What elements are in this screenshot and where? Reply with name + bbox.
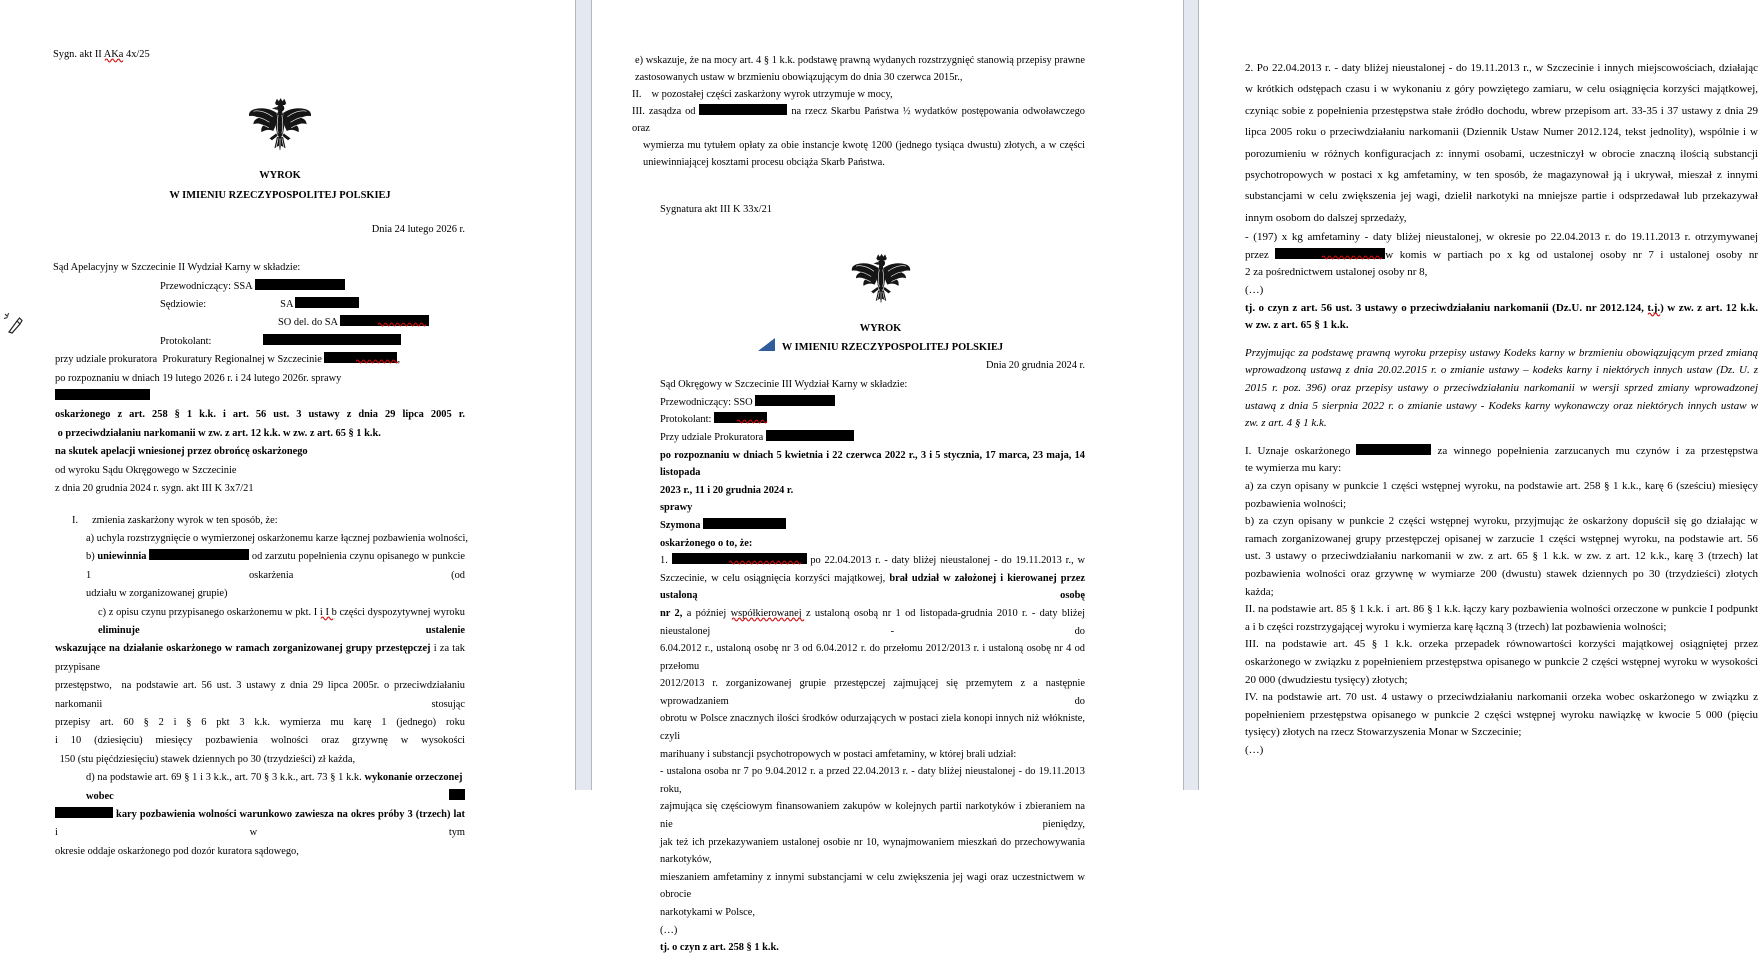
text-run: - (197) x kg amfetaminy - daty bliżej nieustalonej, w okresie po 22.04.2013 r. do 19.11.2013 r. otrzymywanej <box>1245 231 1758 244</box>
polish-eagle-emblem <box>246 88 314 164</box>
text-run: przez <box>1245 248 1276 261</box>
text-line <box>86 530 468 548</box>
text-line <box>86 548 465 585</box>
text-line <box>1245 619 1758 637</box>
text-run: innym osobom do dalszej sprzedaży, <box>1245 211 1407 224</box>
redaction-bar <box>255 279 345 290</box>
text-run: z dnia 20 grudnia 2024 r. sygn. akt III K 3x7/21 <box>55 483 254 495</box>
text-line <box>1245 478 1758 496</box>
page-gutter <box>575 0 592 790</box>
text-run: brał udział w założonej i kierowanej przez ustaloną osobę <box>660 572 1086 602</box>
page-content <box>592 0 1183 957</box>
text-run: wskazujące na działanie oskarżonego w ramach zorganizowanej grupy przestępczej <box>55 643 431 655</box>
text-run: ) w zw. z art. 12 k.k. <box>1660 301 1758 314</box>
text-run: Protokolant: <box>660 414 714 426</box>
text-line <box>1245 247 1758 265</box>
text-run: 4x/25 <box>123 49 150 60</box>
text-line <box>660 429 1085 447</box>
text-line <box>1245 79 1758 100</box>
text-line <box>1245 264 1758 282</box>
text-run: Szymona <box>660 519 704 531</box>
text-run: przy udziale prokuratora Prokuratury Regionalnej w Szczecinie <box>55 354 325 366</box>
text-run: 20 000 (dwudziestu tysięcy) złotych; <box>1245 673 1408 686</box>
text-line <box>660 394 1085 412</box>
text-line <box>1245 742 1758 760</box>
text-run: pozbawienia wolności oraz grzywnę w wymiarze 200 (dwustu) stawek dziennych po 30 (trzydzieści) złotych <box>1245 567 1758 580</box>
text-run: lipca 2005 roku o przeciwdziałaniu narkomanii (Dziennik Ustaw Numer 2012.124, tekst jednolity), wspólnie i w <box>1245 126 1758 139</box>
text-run: Sygn. akt II <box>53 49 104 60</box>
spellcheck-squiggle <box>1321 254 1383 260</box>
spacer <box>660 219 1085 243</box>
text-line <box>1245 724 1758 742</box>
judgment-page-continuation[interactable] <box>1199 0 1762 790</box>
text-run: Sygnatura akt III K 33x/21 <box>660 204 772 215</box>
text-run: (…) <box>660 924 678 936</box>
text-line <box>55 714 465 732</box>
text-line <box>55 443 465 461</box>
text-line <box>660 869 1085 904</box>
text-run: i 10 (dziesięciu) miesięcy pozbawienia wolności oraz grzywnę w wysokości <box>55 735 465 747</box>
redaction-bar <box>703 518 786 529</box>
redaction-bar <box>340 315 429 326</box>
text-run: b części dyspozytywnej wyroku <box>328 606 465 618</box>
tab-spacer <box>211 343 263 344</box>
text-run: w zw. z art. 65 § 1 k.k. <box>1245 319 1349 332</box>
text-line <box>660 517 1085 535</box>
text-line <box>53 259 465 277</box>
text-run: wymierza mu tytułem opłaty za obie instancje kwotę 1200 (jednego tysiąca dwustu) złotych, a w części <box>643 140 1085 151</box>
text-line <box>1245 707 1758 725</box>
text-run: obrotu w Polsce znacznych ilości środków odurzających w postaci ziela konopi innych niż włókniste, czyli <box>660 713 1085 743</box>
text-line <box>86 769 465 806</box>
text-line <box>1245 300 1758 318</box>
text-run: mieszaniem amfetaminy z innymi substancjami w celu zwiększenia jej wagi oraz uczestnictwem w obrocie <box>660 871 1085 901</box>
text-line <box>1245 443 1758 461</box>
text-line <box>1245 601 1758 619</box>
text-run: uniewinniającej kosztami procesu obciąża Skarb Państwa. <box>643 157 885 168</box>
text-line <box>660 357 1085 375</box>
text-line <box>1245 531 1758 549</box>
text-line <box>1245 165 1758 186</box>
text-line <box>660 447 1085 482</box>
text-run: oskarżonego o to, że: <box>660 537 753 549</box>
text-line <box>55 406 465 424</box>
text-line <box>660 411 1085 429</box>
spellcheck-squiggle <box>731 616 805 622</box>
text-line <box>72 512 465 530</box>
text-run: tj. o czyn z art. 258 § 1 k.k. <box>660 942 779 954</box>
text-line <box>660 605 1085 640</box>
text-run: a) uchyla rozstrzygnięcie o wymierzonej oskarżonemu karze łącznej pozbawienia wolności, <box>86 532 468 544</box>
text-run: - ustalona osoba nr 7 po 9.04.2012 r. a przed 22.04.2013 r. - daty bliżej nieustalonej - do 19.11.2013 roku, <box>660 766 1085 795</box>
text-line <box>632 103 1085 137</box>
tab-spacer <box>78 522 92 523</box>
text-run: 2023 r., 11 i 20 grudnia 2024 r. <box>660 484 794 496</box>
redaction-bar <box>149 549 249 560</box>
text-line <box>660 535 1085 553</box>
text-line <box>1245 460 1758 478</box>
text-run: WYROK <box>859 322 902 334</box>
text-run: 2015 r. poz. 396) oraz przepisy ustawy o przeciwdziałaniu narkomanii w wersji sprzed zmiany wprowadzonej <box>1245 382 1758 394</box>
text-run: po rozpoznaniu w dniach 5 kwietnia i 22 czerwca 2022 r., 3 i 5 stycznia, 17 marca, 23 maja, 14 listopada <box>660 449 1085 479</box>
text-run: wprowadzoną ustawą z dnia 20.02.2015 r. o zmianie ustawy – kodeks karny i niektórych innych ustaw (Dz. U. z <box>1245 364 1758 377</box>
text-run: sprawy <box>660 502 693 514</box>
text-line <box>1245 654 1758 672</box>
redaction-bar <box>55 389 150 400</box>
text-run: w komis w partiach po x kg od ustalonej osoby nr 7 i ustalonej osoby nr <box>1385 248 1759 261</box>
text-run: b) za czyn opisany w punkcie 2 części wstępnej wyroku, przyjmując że oskarżony dopuścił się go działając w <box>1245 515 1758 528</box>
spacer <box>53 499 465 512</box>
text-line <box>95 167 465 185</box>
text-run: oskarżonego w związku z popełnieniem przestępstwa opisanego w punkcie 2 części wstępnej wyroku w wysokości <box>1245 655 1758 668</box>
text-run: oskarżonego z art. 258 § 1 k.k. i art. 56 ust. 3 ustawy z dnia 29 lipca 2005 r. <box>55 409 465 421</box>
spacer <box>660 171 1085 201</box>
spellcheck-squiggle <box>104 57 124 63</box>
text-run: od wyroku Sądu Okręgowego w Szczecinie <box>55 464 237 476</box>
text-run: z ustaloną osobą nr 1 od listopada-grudnia 2010 r. - daty bliżej nieustalonej - do <box>660 607 1085 637</box>
text-run: współkierowanej <box>731 608 802 619</box>
redaction-bar <box>1356 444 1431 455</box>
text-line <box>635 52 1085 69</box>
text-run: przestępstwo, na podstawie art. 56 ust. 3 ustawy z dnia 29 lipca 2005r. o przeciwdziałaniu narkomanii stosując <box>55 680 465 710</box>
text-line <box>1245 380 1758 398</box>
redaction-bar <box>263 334 401 345</box>
text-line <box>95 186 465 205</box>
text-run: i I <box>320 607 329 618</box>
text-line <box>660 710 1085 745</box>
text-line <box>1245 282 1758 300</box>
text-run: ramach zorganizowanej grupy przestępczej opisanej w zarzucie 1 części wstępnej wyroku, na podstawie art. 56 <box>1245 532 1758 545</box>
text-run: b) <box>86 551 98 563</box>
page-gutter <box>1183 0 1199 790</box>
text-line <box>1245 415 1758 433</box>
text-line <box>98 604 465 641</box>
text-line <box>55 425 465 443</box>
text-line <box>57 751 465 769</box>
text-line <box>55 480 465 498</box>
text-line <box>660 640 1085 675</box>
text-line <box>278 314 465 332</box>
text-line <box>53 46 465 64</box>
text-run: 2012/2013 r. zorganizowanej grupie przestępczej zajmującej się przemytem z a następnie wprowadzaniem do <box>660 678 1085 707</box>
text-run: IV. na podstawie art. 70 ust. 4 ustawy o przeciwdziałaniu narkomanii orzeka wobec oskarżonego w związku z <box>1245 691 1758 704</box>
text-line <box>86 585 465 603</box>
text-run: wykonanie orzeczonej wobec <box>86 772 465 802</box>
redaction-bar <box>714 412 767 423</box>
redaction-bar <box>699 104 787 115</box>
text-run: w krótkich odstępach czasu i w wykonaniu z góry powziętego zamiaru, w celu osiągnięcia korzyści majątkowej, <box>1245 83 1758 96</box>
text-line <box>55 388 465 406</box>
text-line <box>660 834 1085 869</box>
text-run: , <box>397 354 401 366</box>
tab-spacer <box>642 96 652 97</box>
text-run: na skutek apelacji wniesionej przez obrońcę oskarżonego <box>55 446 308 458</box>
text-line <box>660 499 1085 517</box>
spellcheck-squiggle <box>355 358 399 364</box>
text-run: te wymierza mu kary: <box>1245 462 1342 475</box>
page-content <box>1199 0 1762 759</box>
text-run: ustawą z dnia 5 sierpnia 2022 r. o zmianie ustawy - Kodeks karny wykonawczy oraz niektórych innych ustaw w <box>1245 399 1758 412</box>
text-line <box>55 677 465 714</box>
text-line <box>676 320 1085 338</box>
text-line <box>160 278 465 296</box>
text-line <box>660 798 1085 833</box>
text-run: t.j. <box>1647 302 1660 314</box>
text-line <box>55 732 465 750</box>
text-run: Sąd Okręgowy w Szczecinie III Wydział Karny w składzie: <box>660 379 908 391</box>
text-line <box>1245 101 1758 122</box>
text-line <box>53 221 465 239</box>
text-run: jak też ich przekazywaniem ustalonej osobie nr 10, wynajmowaniem mieszkań do przechowywania narkotyków, <box>660 836 1085 866</box>
redaction-bar <box>1275 248 1385 259</box>
text-run: Przy udziale Prokuratora <box>660 431 766 443</box>
text-run: I. <box>72 514 79 526</box>
text-run: I. Uznaje oskarżonego <box>1245 444 1357 457</box>
text-line <box>660 904 1085 922</box>
text-run: SA <box>280 299 296 311</box>
text-run: AKa <box>104 49 124 60</box>
text-line <box>1245 58 1758 79</box>
text-line <box>676 338 1085 357</box>
text-run: 2 za pośrednictwem ustalonej osoby nr 8, <box>1245 266 1428 279</box>
text-line <box>1245 229 1758 247</box>
text-run: każda; <box>1245 585 1274 598</box>
text-run: d) na podstawie art. 69 § 1 i 3 k.k., art. 70 § 3 k.k., art. 73 § 1 k.k. <box>86 772 365 784</box>
spellcheck-squiggle <box>736 418 768 424</box>
text-run: psychotropowych w postaci x kg amfetaminy, w ten sposób, że magazynował ją i ukrywał, mieszał z innymi <box>1245 169 1758 182</box>
text-run: eliminuje ustalenie <box>98 624 465 636</box>
spacer <box>53 239 465 259</box>
eagle-emblem-row <box>95 88 465 167</box>
text-line <box>660 922 1085 940</box>
judgment-page-appellate[interactable] <box>0 0 575 857</box>
text-line <box>1245 636 1758 654</box>
text-run: 1. <box>660 555 672 567</box>
text-run: (…) <box>1245 743 1264 756</box>
text-run: okresie oddaje oskarżonego pod dozór kuratora sądowego, <box>55 845 299 857</box>
text-run: II. na podstawie art. 85 § 1 k.k. i art. 86 § 1 k.k. łączy kary pozbawienia wolności orzeczone w punkcie I podpunkt <box>1245 603 1758 616</box>
text-run: za winnego popełnienia zarzucanych mu czynów i za przestępstwa <box>1431 444 1758 457</box>
tab-spacer <box>206 306 280 307</box>
text-run: kary pozbawienia wolności warunkowo zawiesza na okres próby 3 (trzech) lat <box>113 809 465 820</box>
text-run: WYROK <box>259 170 301 182</box>
text-run: Sędziowie: <box>160 299 207 311</box>
text-line <box>55 806 465 843</box>
text-line <box>660 201 1085 219</box>
text-line <box>55 462 465 480</box>
eagle-emblem-row <box>676 243 1085 320</box>
text-line <box>660 763 1085 798</box>
text-run: Szczecinie, w celu osiągnięcia korzyści majątkowej, <box>660 572 890 584</box>
text-run: marihuany i substancji psychotropowych w postaci amfetaminy, w której brali udział: <box>660 748 1017 760</box>
text-run: i za tak przypisane <box>55 643 465 673</box>
spacer <box>1245 433 1758 443</box>
page-content <box>0 0 575 861</box>
text-run: (…) <box>1245 284 1264 297</box>
text-line <box>643 154 1085 171</box>
text-line <box>1245 689 1758 707</box>
text-run: porozumieniu w różnych konfiguracjach z: innymi osobami, uczestniczył w obrocie znaczną ilością substancji <box>1245 147 1758 160</box>
spacer <box>1245 335 1758 345</box>
text-run: Przyjmując za podstawę prawną wyroku przepisy ustawy Kodeks karny w brzmieniu obowiązującym przed zmianą <box>1245 346 1758 359</box>
text-line <box>643 137 1085 154</box>
text-run: substancjami w celu zwiększenia jej wagi, dzielił narkotyki na mniejsze partie i odsprzedawał lub przekazywał <box>1245 190 1758 203</box>
text-run: SO del. do SA <box>278 317 341 329</box>
redaction-bar <box>755 395 835 406</box>
text-run: W IMIENIU RZECZYPOSPOLITEJ POLSKIEJ <box>169 189 391 201</box>
text-line <box>1245 566 1758 584</box>
text-line <box>55 351 465 369</box>
text-run: a i b części rozstrzygającej wyroku i wymierza karę łączną 3 (trzech) lat pozbawienia wolności; <box>1245 620 1667 633</box>
text-line <box>660 675 1085 710</box>
text-line <box>55 843 465 861</box>
text-run: 6.04.2012 r., ustaloną osobę nr 3 od 6.04.2012 r. do przełomu 2012/2013 r. i ustaloną osobę nr 4 od przełomu <box>660 643 1085 672</box>
text-run: W IMIENIU RZECZYPOSPOLITEJ POLSKIEJ <box>781 341 1004 353</box>
spellcheck-squiggle <box>1647 311 1661 317</box>
text-run: nr 2, <box>660 607 687 619</box>
text-line <box>160 333 465 351</box>
text-run: III. zasądza od <box>632 106 700 117</box>
blue-triangle-marker <box>758 338 775 351</box>
spellcheck-squiggle <box>377 321 427 327</box>
text-run: a później <box>686 607 731 619</box>
text-run: czyniąc sobie z popełnienia przestępstwa stałe źródło dochodu, wbrew przepisom art. 33-35 i 37 ustawy z dnia 29 <box>1245 104 1758 117</box>
text-line <box>1245 548 1758 566</box>
text-line <box>635 69 1085 86</box>
text-line <box>1245 513 1758 531</box>
text-line <box>632 86 1085 103</box>
redaction-bar <box>449 789 465 800</box>
text-line <box>1245 186 1758 207</box>
judgment-page-first-instance[interactable] <box>592 0 1183 954</box>
polish-eagle-emblem <box>849 243 913 317</box>
text-line <box>660 482 1085 500</box>
text-run: na rzecz Skarbu Państwa ½ wydatków postępowania odwoławczego oraz <box>632 106 1085 134</box>
redaction-bar <box>324 352 397 363</box>
text-run: zastosowanych ustaw w brzmieniu obowiązującym do dnia 30 czerwca 2015r., <box>635 72 963 83</box>
text-run: Dnia 24 lutego 2026 r. <box>371 223 465 235</box>
text-run: i w tym <box>55 827 465 839</box>
text-line <box>1245 584 1758 602</box>
text-line <box>1245 345 1758 363</box>
text-run: zmienia zaskarżony wyrok w ten sposób, że: <box>92 514 278 526</box>
text-run: zajmująca się częściowym finansowaniem zakupów w kolejnych partii narkotyków i zbieraniem na nie pieniędzy, <box>660 801 1085 831</box>
redaction-bar <box>672 553 807 564</box>
text-run: tj. o czyn z art. 56 ust. 3 ustawy o przeciwdziałaniu narkomanii (Dz.U. nr 2012.124, <box>1245 301 1648 314</box>
redaction-bar <box>295 297 359 308</box>
text-run: Dnia 20 grudnia 2024 r. <box>986 359 1085 371</box>
annotation-pen-icon <box>2 312 24 339</box>
text-run: od zarzutu popełnienia czynu opisanego w punkcie 1 oskarżenia (od <box>86 551 465 581</box>
text-line <box>1245 144 1758 165</box>
text-run: c) z opisu czynu przypisanego oskarżonemu w pkt. I <box>98 606 320 618</box>
spellcheck-squiggle <box>728 559 802 565</box>
text-run: Sąd Apelacyjny w Szczecinie II Wydział Karny w składzie: <box>53 262 301 274</box>
text-run: Przewodniczący: SSO <box>660 396 756 408</box>
spacer <box>53 64 465 88</box>
text-line <box>660 552 1085 570</box>
text-run: pozbawienia wolności; <box>1245 497 1347 510</box>
text-line <box>660 746 1085 764</box>
text-run: po rozpoznaniu w dniach 19 lutego 2026 r. i 24 lutego 2026r. sprawy <box>55 372 342 384</box>
text-line <box>1245 362 1758 380</box>
text-line <box>1245 317 1758 335</box>
text-line <box>1245 672 1758 690</box>
text-run: II. <box>632 89 642 100</box>
text-run: a) za czyn opisany w punkcie 1 części wstępnej wyroku, na podstawie art. 258 § 1 k.k., karę 6 (sześciu) miesięcy <box>1245 479 1758 492</box>
text-run: 150 (stu pięćdziesięciu) stawek dziennych po 30 (trzydzieści) zł każda, <box>57 753 356 765</box>
text-run: 2. Po 22.04.2013 r. - daty bliżej nieustalonej - do 19.11.2013 r., w Szczecinie i innych miejscowościach, działając <box>1245 62 1758 74</box>
text-run: przepisy art. 60 § 2 i § 6 pkt 3 k.k. wymierza mu karę 1 (jednego) roku <box>55 716 465 728</box>
text-run: udziału w zorganizowanej grupie) <box>86 588 228 600</box>
text-run: popełnieniem przestępstwa opisanego w punkcie 2 części wstępnej wyroku nawiązkę w kwocie 5 000 (pięciu <box>1245 708 1758 721</box>
text-line <box>1245 398 1758 416</box>
text-run: III. na podstawie art. 45 § 1 k.k. orzeka przepadek równowartości korzyści majątkowej osiągniętej przez <box>1245 638 1758 651</box>
text-run: Protokolant: <box>160 335 212 347</box>
text-run: zw. z art. 4 § 1 k.k. <box>1245 417 1327 430</box>
text-run: o przeciwdziałaniu narkomanii w zw. z art. 12 k.k. w zw. z art. 65 § 1 k.k. <box>55 427 381 439</box>
text-run: ust. 3 ustawy o przeciwdziałaniu narkomanii w zw. z art. 65 § 1 k.k. w zw. z art. 12 k.k., karę 3 (trzech) lat <box>1245 550 1758 563</box>
text-run: po 22.04.2013 r. - daty bliżej nieustalonej - do 19.11.2013 r., w <box>806 555 1086 567</box>
text-line <box>55 370 465 388</box>
spacer <box>53 205 465 221</box>
text-run: tysięcy) złotych na rzecz Stowarzyszenia Monar w Szczecinie; <box>1245 726 1522 739</box>
text-run: narkotykami w Polsce, <box>660 907 755 918</box>
text-line <box>160 296 465 314</box>
text-run: w pozostałej części zaskarżony wyrok utrzymuje w mocy, <box>651 89 893 100</box>
text-line <box>660 570 1085 605</box>
redaction-bar <box>55 807 113 818</box>
text-line <box>1245 496 1758 514</box>
text-run: uniewinnia <box>97 551 150 563</box>
text-run: Przewodniczący: SSA <box>160 280 255 292</box>
text-line <box>660 376 1085 394</box>
redaction-bar <box>766 430 854 441</box>
text-line <box>1245 208 1758 229</box>
text-line <box>55 640 465 677</box>
text-run: e) wskazuje, że na mocy art. 4 § 1 k.k. podstawę prawną wydanych rozstrzygnięć stanowią przepisy prawne <box>635 55 1085 66</box>
text-line <box>660 939 1085 957</box>
text-line <box>1245 122 1758 143</box>
